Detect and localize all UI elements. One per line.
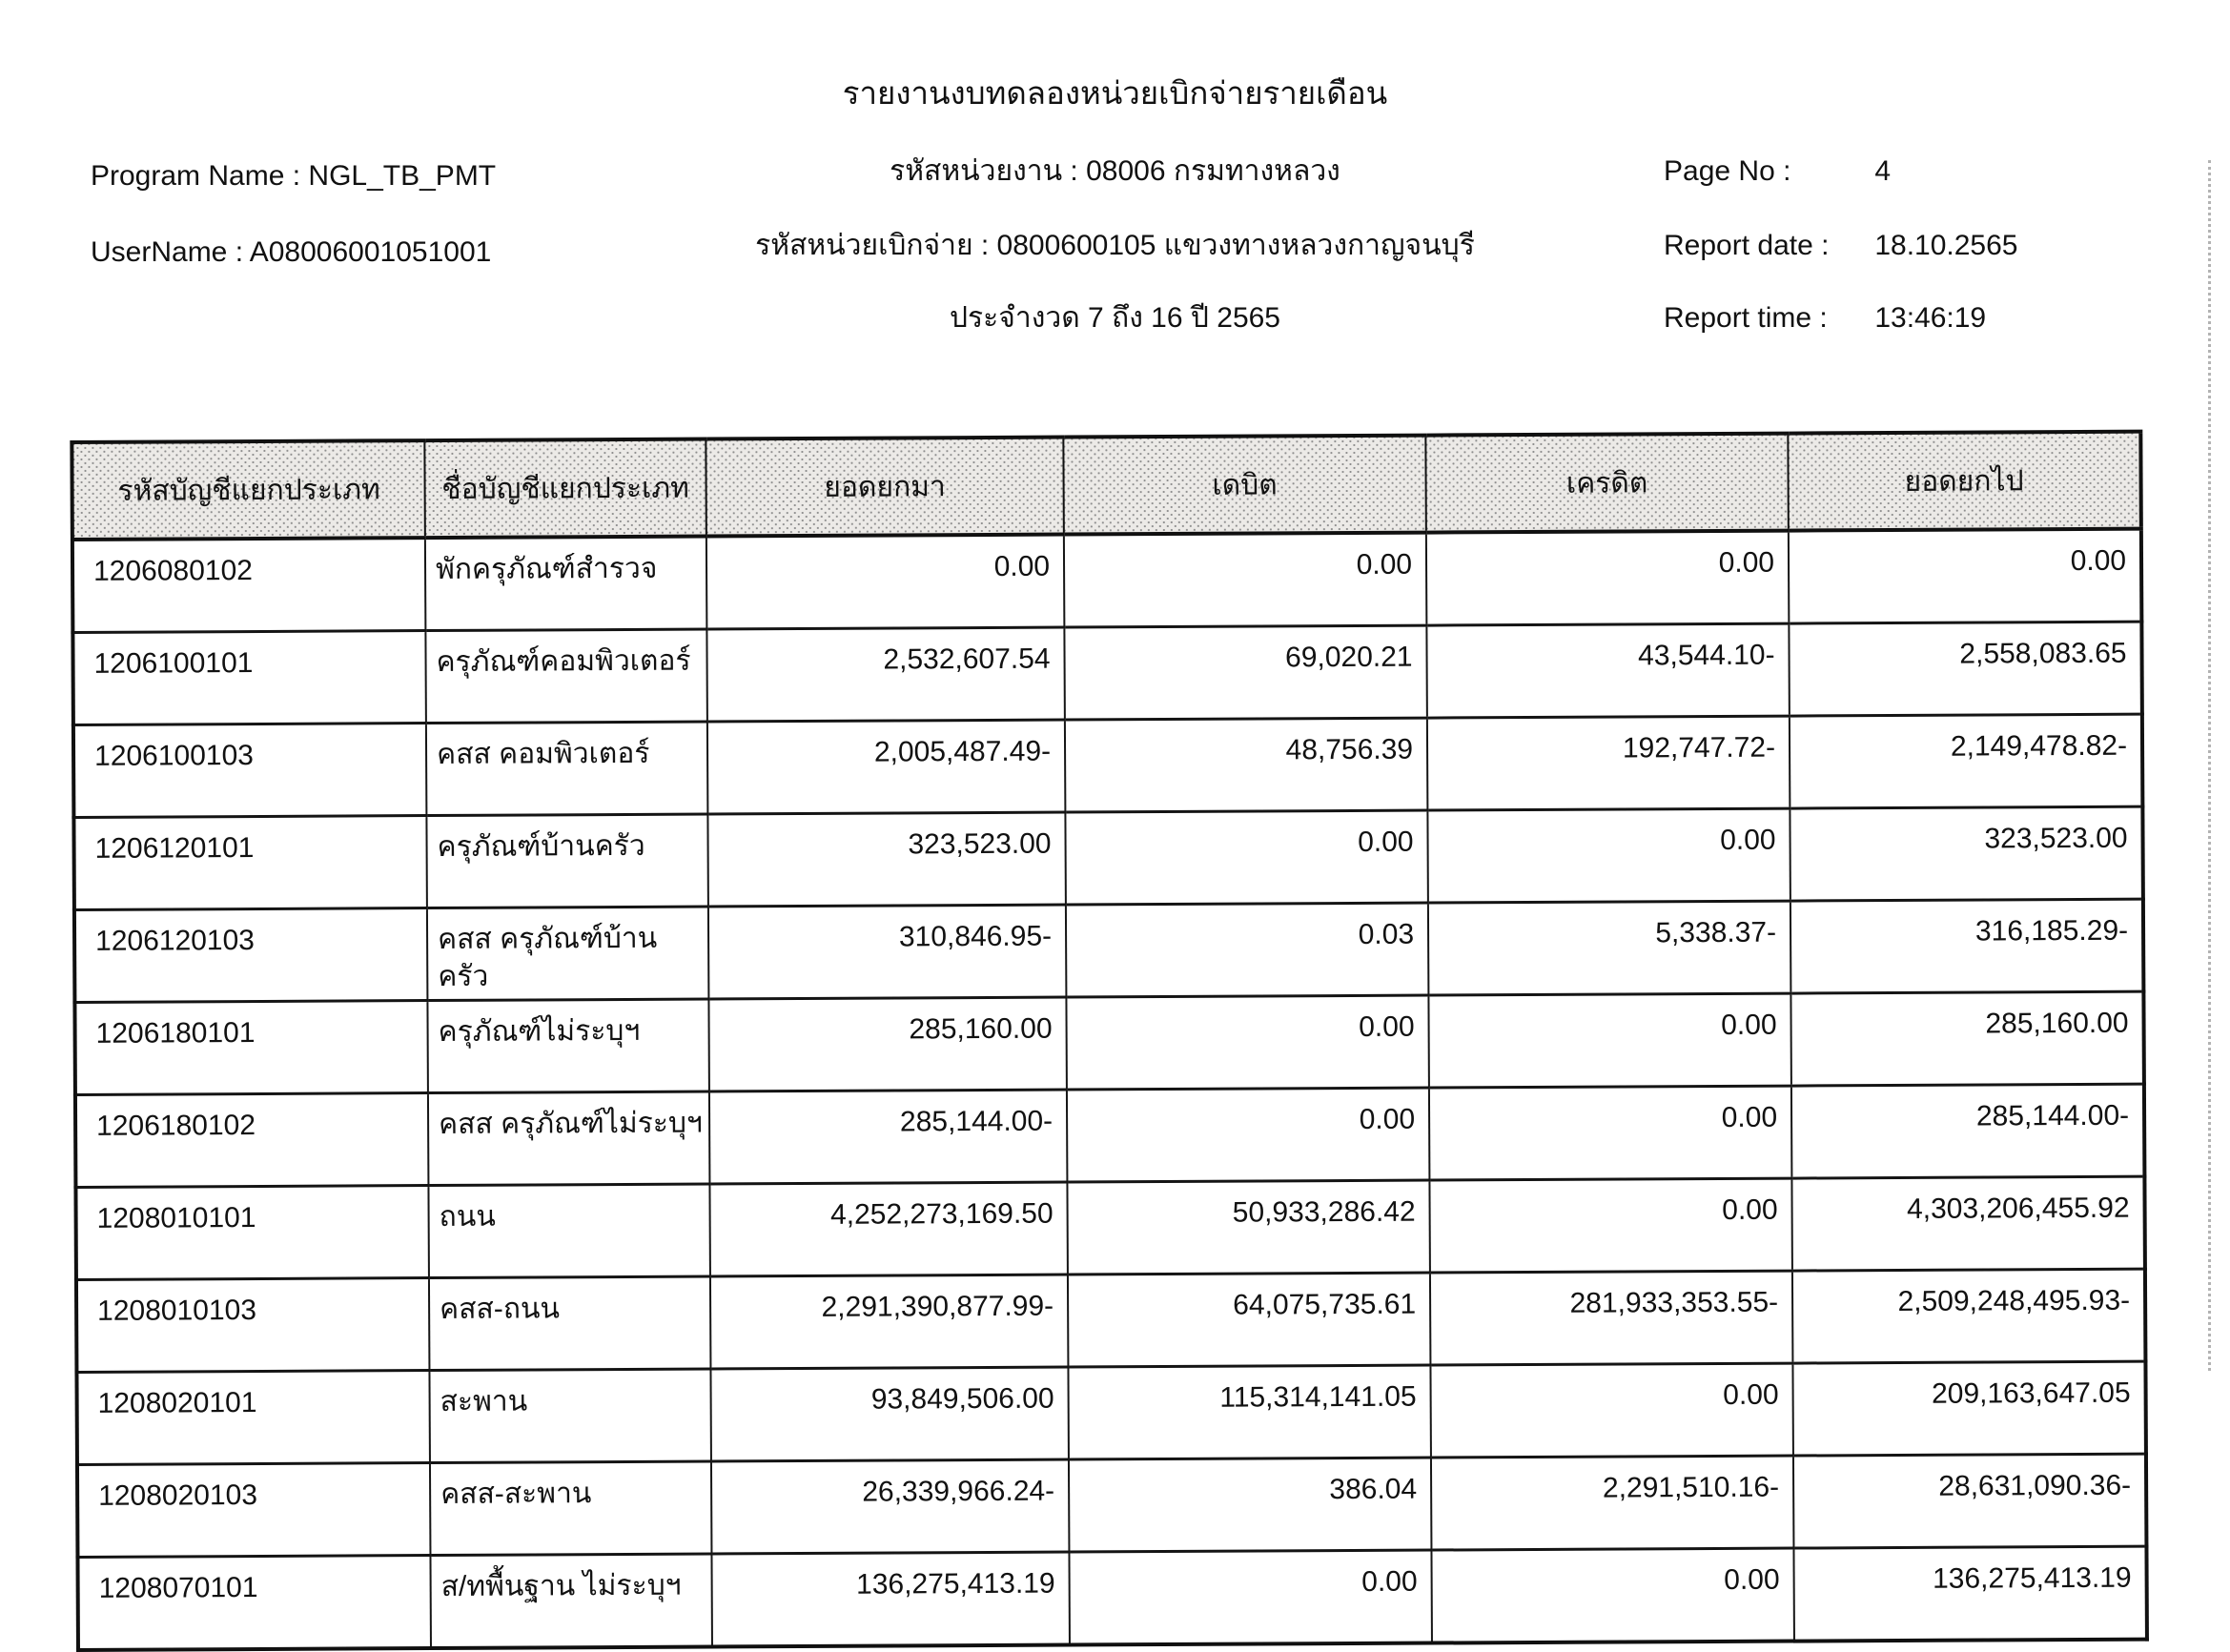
- debit-cell: 0.00: [1069, 1550, 1432, 1644]
- account-code-cell: 1206100103: [73, 724, 427, 818]
- balance-forward-cell: 2,291,390,877.99-: [710, 1275, 1069, 1369]
- balance-forward-cell: 2,005,487.49-: [707, 720, 1066, 814]
- carry-forward-cell: 136,275,413.19: [1793, 1546, 2147, 1641]
- account-name-cell: ครุภัณฑ์คอมพิวเตอร์: [425, 629, 707, 724]
- account-code-cell: 1206120103: [74, 908, 428, 1003]
- carry-forward-cell: 285,160.00: [1790, 991, 2144, 1086]
- account-name-cell: สะพาน: [429, 1369, 711, 1463]
- credit-cell: 2,291,510.16-: [1431, 1456, 1794, 1550]
- account-code-cell: 1206100101: [72, 631, 426, 725]
- header-account-code: รหัสบัญชีแยกประเภท: [72, 440, 425, 540]
- report-time-line: [1664, 299, 1986, 338]
- table-row: [77, 1454, 2146, 1557]
- account-code-cell: 1206120101: [73, 816, 427, 910]
- debit-cell: 64,075,735.61: [1068, 1273, 1431, 1367]
- balance-forward-cell: 26,339,966.24-: [711, 1459, 1070, 1554]
- program-name-label: Program Name :: [91, 160, 301, 192]
- table-header-row: [72, 432, 2141, 540]
- program-name-value: NGL_TB_PMT: [308, 160, 497, 192]
- debit-cell: 0.00: [1067, 1088, 1430, 1182]
- debit-cell: 0.00: [1065, 810, 1428, 905]
- table-row: [74, 899, 2143, 1002]
- credit-cell: 281,933,353.55-: [1430, 1271, 1793, 1365]
- header-debit: เดบิต: [1063, 436, 1426, 535]
- table-row: [73, 806, 2142, 909]
- debit-cell: 50,933,286.42: [1067, 1180, 1430, 1275]
- table-row: [76, 1269, 2145, 1372]
- carry-forward-cell: 2,149,478.82-: [1790, 714, 2143, 808]
- account-name-cell: คสส ครุภัณฑ์บ้านครัว: [427, 907, 709, 1001]
- report-date-value: 18.10.2565: [1874, 230, 2018, 261]
- debit-cell: 48,756.39: [1065, 718, 1428, 812]
- table-row: [77, 1546, 2146, 1650]
- credit-cell: 192,747.72-: [1427, 716, 1790, 810]
- carry-forward-cell: 316,185.29-: [1790, 899, 2144, 993]
- username-value: A08006001051001: [249, 236, 492, 268]
- account-code-cell: 1206180101: [74, 1001, 428, 1095]
- balance-forward-cell: 323,523.00: [707, 812, 1066, 907]
- credit-cell: 0.00: [1426, 531, 1790, 625]
- disbursement-unit-line: รหัสหน่วยเบิกจ่าย : 0800600105 แขวงทางหลวงกาญจนบุรี: [755, 230, 1475, 261]
- debit-cell: 69,020.21: [1064, 625, 1427, 720]
- carry-forward-cell: 2,558,083.65: [1789, 622, 2142, 716]
- account-name-cell: คสส ครุภัณฑ์ไม่ระบุฯ: [428, 1091, 710, 1186]
- account-name-cell: ถนน: [428, 1184, 710, 1278]
- account-code-cell: 1208070101: [77, 1556, 431, 1650]
- credit-cell: 0.00: [1428, 993, 1791, 1088]
- account-name-cell: คสส คอมพิวเตอร์: [426, 722, 708, 816]
- report-date-line: [1664, 227, 2018, 266]
- carry-forward-cell: 4,303,206,455.92: [1791, 1176, 2145, 1271]
- account-code-cell: 1208020101: [76, 1371, 430, 1465]
- account-name-cell: ส/ทพื้นฐาน ไม่ระบุฯ: [430, 1554, 712, 1648]
- page-no-label: Page No :: [1664, 155, 1791, 187]
- page-no-line: [1664, 153, 1891, 192]
- credit-cell: 0.00: [1431, 1548, 1794, 1642]
- credit-cell: 0.00: [1427, 808, 1790, 903]
- account-name-cell: ครุภัณฑ์บ้านครัว: [426, 814, 708, 908]
- trial-balance-table: [70, 430, 2149, 1652]
- report-time-value: 13:46:19: [1874, 302, 1987, 334]
- credit-cell: 0.00: [1429, 1086, 1792, 1180]
- table-row: [76, 1361, 2145, 1464]
- credit-cell: 0.00: [1430, 1363, 1793, 1458]
- balance-forward-cell: 285,144.00-: [709, 1090, 1068, 1184]
- report-time-label: Report time :: [1664, 302, 1828, 334]
- credit-cell: 5,338.37-: [1428, 901, 1791, 995]
- table-row: [72, 622, 2141, 724]
- debit-cell: 0.00: [1064, 533, 1427, 627]
- debit-cell: 0.03: [1066, 903, 1429, 997]
- period-line: ประจำงวด 7 ถึง 16 ปี 2565: [950, 302, 1280, 334]
- carry-forward-cell: 2,509,248,495.93-: [1792, 1269, 2146, 1363]
- table-row: [72, 529, 2141, 633]
- carry-forward-cell: 28,631,090.36-: [1793, 1454, 2147, 1548]
- report-date-label: Report date :: [1664, 230, 1830, 261]
- credit-cell: 43,544.10-: [1426, 623, 1790, 718]
- header-carry-forward: ยอดยกไป: [1788, 432, 2141, 531]
- scan-page-edge-artifact: [2208, 160, 2211, 1371]
- balance-forward-cell: 136,275,413.19: [711, 1552, 1070, 1646]
- balance-forward-cell: 0.00: [706, 535, 1065, 629]
- header-account-name: ชื่อบัญชีแยกประเภท: [424, 439, 706, 539]
- balance-forward-cell: 93,849,506.00: [710, 1367, 1069, 1461]
- username-label: UserName :: [91, 236, 244, 268]
- account-code-cell: 1206180102: [75, 1093, 429, 1188]
- agency-line: รหัสหน่วยงาน : 08006 กรมทางหลวง: [890, 155, 1340, 187]
- header-balance-forward: ยอดยกมา: [706, 438, 1064, 537]
- page-no-value: 4: [1874, 155, 1892, 187]
- balance-forward-cell: 285,160.00: [708, 997, 1067, 1091]
- account-code-cell: 1208010101: [75, 1186, 429, 1280]
- debit-cell: 0.00: [1066, 995, 1429, 1090]
- account-code-cell: 1208020103: [77, 1463, 431, 1558]
- account-name-cell: ครุภัณฑ์ไม่ระบุฯ: [427, 999, 709, 1093]
- balance-forward-cell: 2,532,607.54: [706, 627, 1065, 722]
- header-credit: เครดิต: [1425, 434, 1789, 533]
- debit-cell: 386.04: [1069, 1458, 1432, 1552]
- account-code-cell: 1206080102: [72, 538, 426, 632]
- report-title: รายงานงบทดลองหน่วยเบิกจ่ายรายเดือน: [842, 75, 1388, 111]
- carry-forward-cell: 209,163,647.05: [1792, 1361, 2146, 1456]
- balance-forward-cell: 310,846.95-: [708, 905, 1067, 999]
- table-row: [74, 991, 2143, 1094]
- table-row: [75, 1084, 2144, 1187]
- carry-forward-cell: 323,523.00: [1790, 806, 2143, 901]
- balance-forward-cell: 4,252,273,169.50: [709, 1182, 1068, 1276]
- debit-cell: 115,314,141.05: [1068, 1365, 1431, 1459]
- carry-forward-cell: 285,144.00-: [1791, 1084, 2145, 1178]
- table-row: [75, 1176, 2144, 1279]
- account-name-cell: คสส-สะพาน: [430, 1461, 712, 1556]
- account-name-cell: คสส-ถนน: [429, 1276, 711, 1371]
- account-name-cell: พักครุภัณฑ์สำรวจ: [425, 537, 707, 631]
- table-row: [73, 714, 2142, 817]
- carry-forward-cell: 0.00: [1789, 529, 2142, 623]
- credit-cell: 0.00: [1429, 1178, 1792, 1273]
- account-code-cell: 1208010103: [76, 1278, 430, 1373]
